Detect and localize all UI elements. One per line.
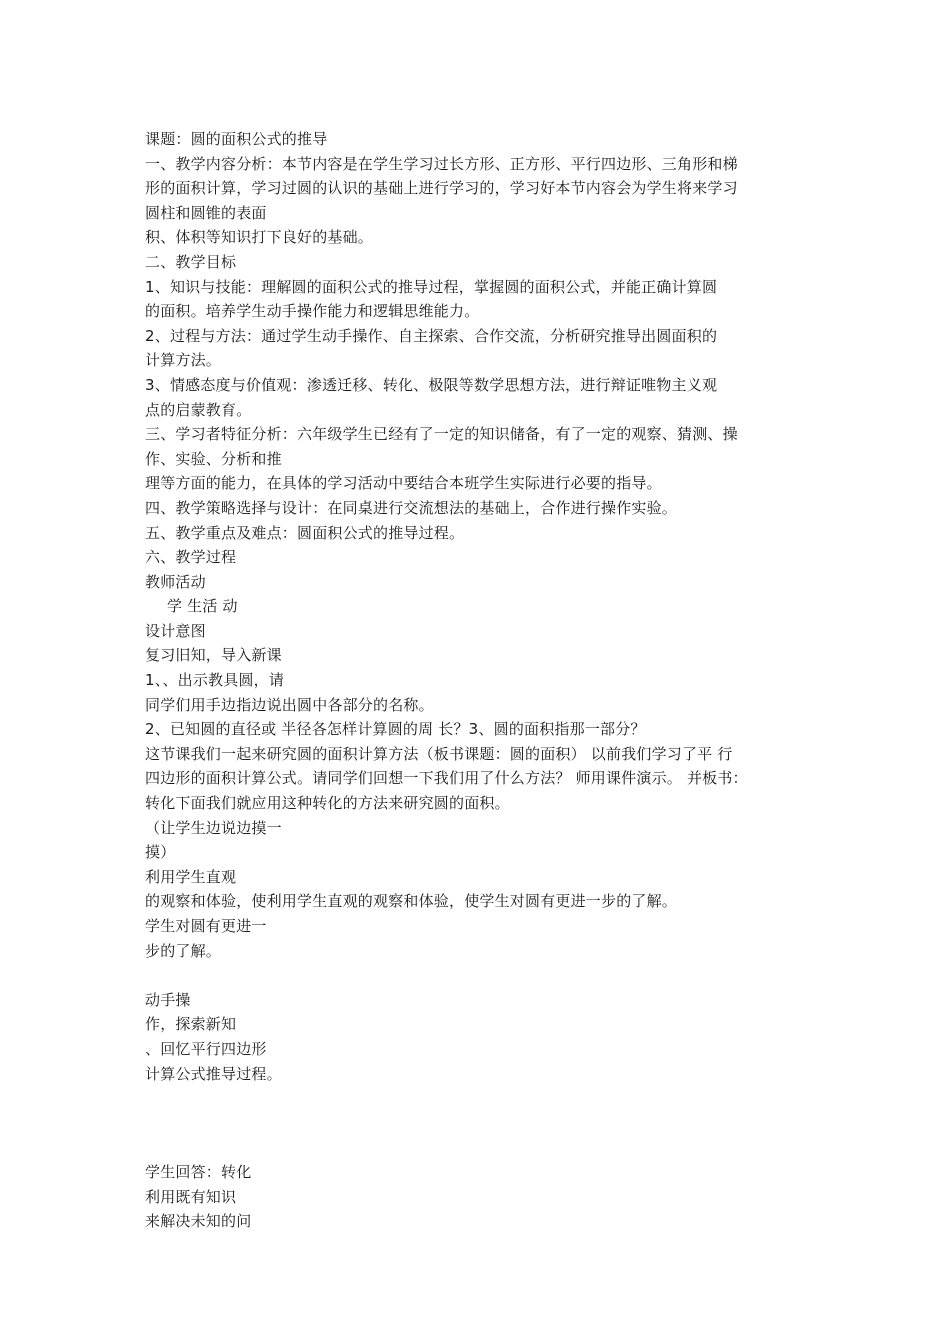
section-heading: 二、教学目标	[145, 252, 237, 271]
text-line: 3、情感态度与价值观：渗透迁移、转化、极限等数学思想方法，进行辩证唯物主义观	[145, 375, 718, 394]
text-line: 作、实验、分析和推	[145, 449, 282, 468]
text-line: 转化下面我们就应用这种转化的方法来研究圆的面积。	[145, 794, 510, 813]
text-line: 作，探索新知	[145, 1015, 237, 1034]
text-line: 积、体积等知识打下良好的基础。	[145, 228, 374, 247]
text-line: 来解决未知的问	[145, 1212, 252, 1231]
text-line: 利用学生直观	[145, 867, 237, 886]
text-line: 利用既有知识	[145, 1187, 237, 1206]
spacer	[145, 1086, 835, 1111]
column-label-student: 学 生活 动	[167, 597, 238, 616]
spacer	[145, 1135, 835, 1160]
section-heading: 六、教学过程	[145, 548, 237, 567]
text-line: 一、教学内容分析：本节内容是在学生学习过长方形、正方形、平行四边形、三角形和梯	[145, 154, 738, 173]
text-line: 摸）	[145, 843, 176, 862]
text-line: 圆柱和圆锥的表面	[145, 203, 267, 222]
text-line: 计算公式推导过程。	[145, 1064, 282, 1083]
text-line: 这节课我们一起来研究圆的面积计算方法（板书课题：圆的面积） 以前我们学习了平 行	[145, 744, 733, 763]
spacer	[145, 1111, 835, 1136]
text-line: 五、教学重点及难点：圆面积公式的推导过程。	[145, 523, 465, 542]
text-line: 复习旧知，导入新课	[145, 646, 282, 665]
document-body	[145, 127, 835, 1234]
text-line: 形的面积计算，学习过圆的认识的基础上进行学习的，学习好本节内容会为学生将来学习	[145, 179, 738, 198]
text-line: 、回忆平行四边形	[145, 1039, 267, 1058]
column-label-teacher: 教师活动	[145, 572, 206, 591]
text-line: 1、、出示教具圆，请	[145, 671, 285, 690]
text-line: 2、过程与方法：通过学生动手操作、自主探索、合作交流，分析研究推导出圆面积的	[145, 326, 718, 345]
text-line: 三、学习者特征分析：六年级学生已经有了一定的知识储备，有了一定的观察、猜测、操	[145, 425, 738, 444]
text-line: 点的启蒙教育。	[145, 400, 252, 419]
text-line: 理等方面的能力，在具体的学习活动中要结合本班学生实际进行必要的指导。	[145, 474, 662, 493]
text-line: 四边形的面积计算公式。请同学们回想一下我们用了什么方法？ 师用课件演示。 并板书：	[145, 769, 748, 788]
text-line: 计算方法。	[145, 351, 222, 370]
lesson-title: 课题：圆的面积公式的推导	[145, 130, 328, 148]
text-line: 的观察和体验，使利用学生直观的观察和体验，使学生对圆有更进一步的了解。	[145, 892, 678, 911]
text-line: 学生对圆有更进一	[145, 917, 267, 935]
text-line: 学生回答：转化	[145, 1162, 252, 1181]
text-line: 的面积。培养学生动手操作能力和逻辑思维能力。	[145, 302, 480, 321]
text-line: （让学生边说边摸一	[145, 818, 282, 837]
text-line: 四、教学策略选择与设计：在同桌进行交流想法的基础上，合作进行操作实验。	[145, 498, 678, 517]
text-line: 动手操	[145, 990, 191, 1009]
text-line: 同学们用手边指边说出圆中各部分的名称。	[145, 695, 434, 714]
spacer	[145, 963, 835, 988]
text-line: 1、知识与技能：理解圆的面积公式的推导过程，掌握圆的面积公式，并能正确计算圆	[145, 277, 718, 296]
column-label-design: 设计意图	[145, 621, 206, 640]
text-line: 步的了解。	[145, 941, 222, 960]
text-line: 2、已知圆的直径或 半径各怎样计算圆的周 长？3、圆的面积指那一部分？	[145, 720, 646, 739]
